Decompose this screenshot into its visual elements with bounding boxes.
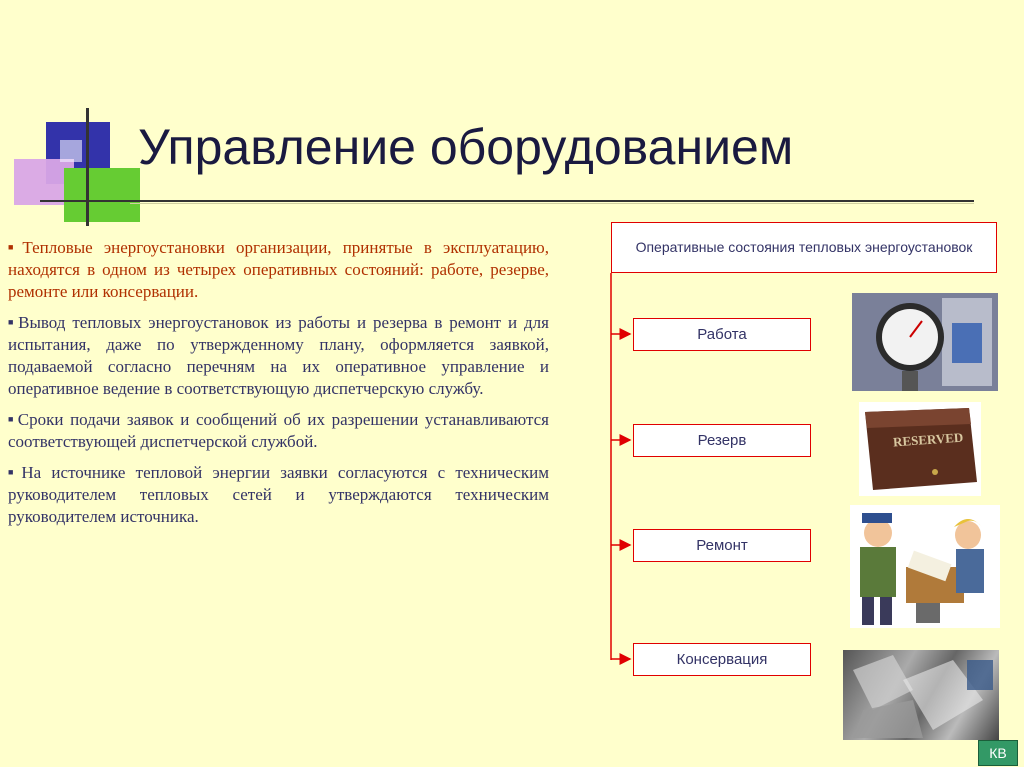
repair-workers-image — [850, 505, 1000, 628]
page-title: Управление оборудованием — [138, 119, 794, 175]
conservation-foil-image — [843, 650, 999, 740]
bullet-item: ■ Сроки подачи заявок и сообщений об их разрешении устанавливаются соответствующей диспетчерской службой. — [8, 410, 550, 451]
state-box-repair: Ремонт — [633, 529, 811, 562]
diagram-header-box: Оперативные состояния тепловых энергоустановок — [611, 222, 997, 273]
bullet-icon: ■ — [8, 242, 21, 252]
bullet-icon: ■ — [8, 414, 16, 424]
state-box-conservation: Консервация — [633, 643, 811, 676]
reserved-sign-text: RESERVED — [892, 429, 964, 450]
bullet-item: ■ На источнике тепловой энергии заявки согласуются с техническим руководителем тепловых сетей и утверждаются техническим руководителем источника. — [8, 463, 549, 526]
bullet-icon: ■ — [8, 317, 17, 327]
bullet-item: ■ Вывод тепловых энергоустановок из работы и резерва в ремонт и для испытания, даже по утвержденному плану, оформляется заявкой, подаваемой согласно перечням на их оперативное управление и оперативное ведение в соответствующую диспетчерскую службу. — [8, 313, 549, 398]
reserved-sign-image — [859, 402, 981, 496]
bullet-icon: ■ — [8, 467, 20, 477]
state-box-work: Работа — [633, 318, 811, 351]
bullet-item: ■ Тепловые энергоустановки организации, принятые в эксплуатацию, находятся в одном из четырех оперативных состояний: работе, резерве, ремонте или консервации. — [8, 238, 550, 301]
state-box-reserve: Резерв — [633, 424, 811, 457]
pressure-gauge-image — [852, 293, 998, 391]
kb-nav-button[interactable]: КВ — [978, 740, 1018, 766]
